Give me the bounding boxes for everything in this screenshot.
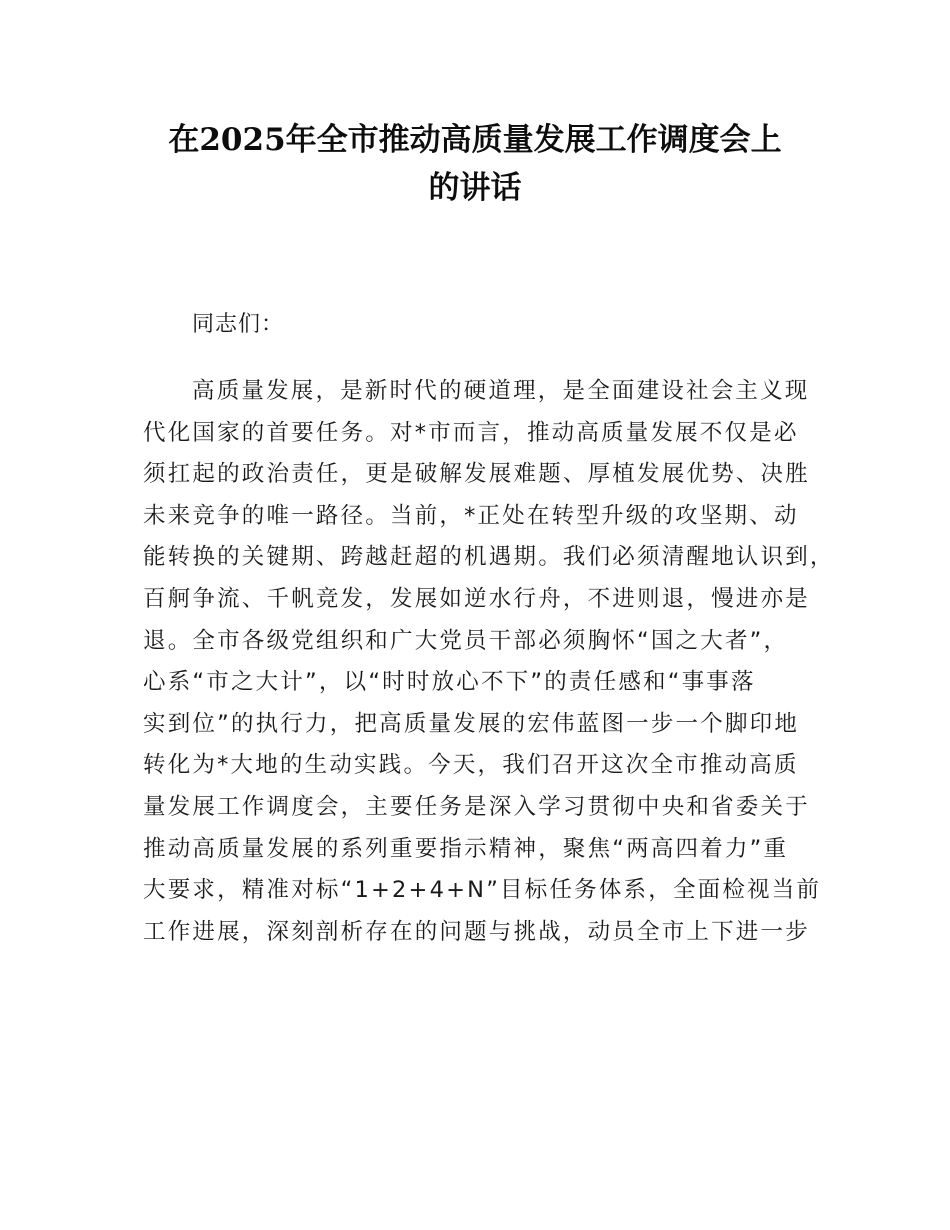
paragraph-line: 须扛起的政治责任，更是破解发展难题、厚植发展优势、决胜: [143, 461, 810, 488]
paragraph-line: 高质量发展，是新时代的硬道理，是全面建设社会主义现: [192, 378, 810, 404]
paragraph-line: 能转换的关键期、跨越赶超的机遇期。我们必须清醒地认识到，: [143, 544, 835, 571]
paragraph-line: 未来竞争的唯一路径。当前，*正处在转型升级的攻坚期、动: [143, 502, 799, 529]
paragraph-line: 代化国家的首要任务。对*市而言，推动高质量发展不仅是必: [143, 419, 799, 446]
paragraph-line: 转化为*大地的生动实践。今天，我们召开这次全市推动高质: [143, 752, 799, 779]
paragraph-line: 百舸争流、千帆竞发，发展如逆水行舟，不进则退，慢进亦是: [143, 585, 810, 612]
paragraph-line: 实到位”的执行力，把高质量发展的宏伟蓝图一步一个脚印地: [143, 710, 800, 737]
document-title-line-1: 在2025年全市推动高质量发展工作调度会上: [168, 122, 782, 158]
paragraph-line: 心系“市之大计”，以“时时放心不下”的责任感和“事事落: [143, 669, 756, 696]
paragraph-line: 大要求，精准对标“1+2+4+N”目标任务体系，全面检视当前: [143, 877, 822, 904]
paragraph-line: 工作进展，深刻剖析存在的问题与挑战，动员全市上下进一步: [143, 918, 810, 945]
paragraph-line: 推动高质量发展的系列重要指示精神，聚焦“两高四着力”重: [143, 835, 789, 862]
document-title-line-2: 的讲话: [428, 170, 522, 206]
paragraph-line: 退。全市各级党组织和广大党员干部必须胸怀“国之大者”，: [143, 627, 789, 654]
paragraph-1: [143, 371, 833, 953]
paragraph-line: 量发展工作调度会，主要任务是深入学习贯彻中央和省委关于: [143, 793, 810, 820]
salutation: 同志们：: [192, 312, 285, 337]
